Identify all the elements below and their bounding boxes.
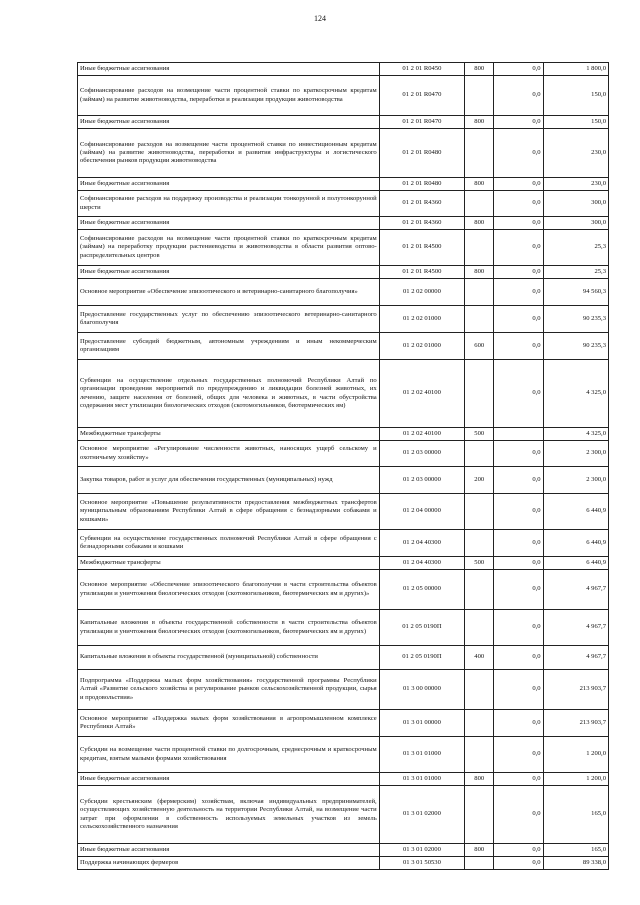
row-expense-type: 800 [465, 844, 494, 857]
row-amount-a: 0,0 [494, 306, 543, 333]
table-row [78, 773, 609, 786]
row-amount-a: 0,0 [494, 737, 543, 773]
row-name: Субвенции на осуществление государственных полномочий Республики Алтай в сфере обращения с безнадзорными собаками и кошками [78, 530, 380, 557]
row-name: Основное мероприятие «Повышение результативности предоставления межбюджетных трансфертов муниципальным образованиям Республики Алтай в сфере обращения с безнадзорными собаками и кошками» [78, 494, 380, 530]
row-amount-a: 0,0 [494, 129, 543, 178]
row-amount-a: 0,0 [494, 441, 543, 467]
row-amount-a: 0,0 [494, 63, 543, 76]
row-amount-b: 6 440,9 [543, 557, 608, 570]
row-amount-b: 25,3 [543, 230, 608, 266]
row-amount-a: 0,0 [494, 467, 543, 494]
row-expense-type: 500 [465, 428, 494, 441]
row-code: 01 2 01 R0480 [379, 129, 464, 178]
row-name: Капитальные вложения в объекты государственной собственности в части строительства объектов утилизации и уничтожения биологических отходов (скотомогильников, биотермических ям и других) [78, 610, 380, 646]
row-name: Иные бюджетные ассигнования [78, 63, 380, 76]
row-code: 01 2 04 40300 [379, 530, 464, 557]
table-row [78, 230, 609, 266]
row-amount-a: 0,0 [494, 773, 543, 786]
row-amount-b: 230,0 [543, 178, 608, 191]
row-code: 01 2 05 0190П [379, 646, 464, 670]
row-name: Предоставление субсидий бюджетным, автономным учреждениям и иным некоммерческим организациям [78, 333, 380, 360]
row-amount-a: 0,0 [494, 570, 543, 610]
row-amount-b: 2 300,0 [543, 467, 608, 494]
row-code: 01 3 01 50530 [379, 857, 464, 870]
row-code: 01 2 01 R4500 [379, 266, 464, 279]
row-amount-b: 4 967,7 [543, 570, 608, 610]
table-row [78, 191, 609, 217]
row-amount-b: 300,0 [543, 191, 608, 217]
row-code: 01 2 01 R0470 [379, 116, 464, 129]
page-number: 124 [314, 14, 326, 23]
row-expense-type: 200 [465, 467, 494, 494]
row-amount-a: 0,0 [494, 116, 543, 129]
row-expense-type [465, 129, 494, 178]
table-row [78, 857, 609, 870]
row-amount-b: 89 338,0 [543, 857, 608, 870]
row-code: 01 3 00 00000 [379, 670, 464, 710]
row-amount-b: 165,0 [543, 844, 608, 857]
row-code: 01 2 01 R4500 [379, 230, 464, 266]
row-expense-type [465, 191, 494, 217]
row-name: Предоставление государственных услуг по обеспечению эпизоотического ветеринарно-санитарного благополучия [78, 306, 380, 333]
row-expense-type: 800 [465, 178, 494, 191]
row-expense-type: 800 [465, 116, 494, 129]
table-row [78, 116, 609, 129]
row-name: Поддержка начинающих фермеров [78, 857, 380, 870]
row-expense-type [465, 230, 494, 266]
row-amount-a: 0,0 [494, 857, 543, 870]
row-code: 01 2 01 R0480 [379, 178, 464, 191]
row-code: 01 2 01 R4360 [379, 217, 464, 230]
budget-table [77, 62, 609, 870]
row-expense-type [465, 570, 494, 610]
row-code: 01 3 01 02000 [379, 786, 464, 844]
row-name: Основное мероприятие «Регулирование численности животных, наносящих ущерб сельскому и охотничьему хозяйству» [78, 441, 380, 467]
row-expense-type [465, 670, 494, 710]
row-name: Капитальные вложения в объекты государственной (муниципальной) собственности [78, 646, 380, 670]
row-name: Иные бюджетные ассигнования [78, 266, 380, 279]
row-expense-type: 800 [465, 266, 494, 279]
row-amount-b: 1 200,0 [543, 737, 608, 773]
row-name: Основное мероприятие «Обеспечение эпизоотического и ветеринарно-санитарного благополучия» [78, 279, 380, 306]
row-name: Межбюджетные трансферты [78, 557, 380, 570]
row-amount-b: 2 300,0 [543, 441, 608, 467]
row-amount-b: 4 967,7 [543, 646, 608, 670]
table-row [78, 786, 609, 844]
row-amount-b: 165,0 [543, 786, 608, 844]
row-amount-a: 0,0 [494, 530, 543, 557]
row-code: 01 2 05 0190П [379, 610, 464, 646]
table-row [78, 63, 609, 76]
row-amount-b: 4 967,7 [543, 610, 608, 646]
row-name: Основное мероприятие «Поддержка малых форм хозяйствования в агропромышленном комплексе Республики Алтай» [78, 710, 380, 737]
row-expense-type [465, 610, 494, 646]
table-row [78, 129, 609, 178]
row-code: 01 2 02 01000 [379, 333, 464, 360]
row-amount-b: 1 200,0 [543, 773, 608, 786]
row-name: Иные бюджетные ассигнования [78, 773, 380, 786]
row-amount-a [494, 428, 543, 441]
row-code: 01 2 01 R0470 [379, 76, 464, 116]
row-code: 01 2 02 01000 [379, 306, 464, 333]
row-code: 01 2 03 00000 [379, 467, 464, 494]
table-row [78, 494, 609, 530]
row-amount-b: 25,3 [543, 266, 608, 279]
row-name: Основное мероприятие «Обеспечение эпизоотического благополучия в части строительства объектов утилизации и уничтожения биологических отходов (скотомогильников, биотермических ям и других)» [78, 570, 380, 610]
table-row [78, 360, 609, 428]
row-name: Межбюджетные трансферты [78, 428, 380, 441]
row-name: Иные бюджетные ассигнования [78, 217, 380, 230]
row-expense-type: 800 [465, 63, 494, 76]
table-row [78, 217, 609, 230]
row-amount-b: 6 440,9 [543, 530, 608, 557]
table-row [78, 530, 609, 557]
row-amount-b: 150,0 [543, 76, 608, 116]
row-code: 01 2 02 40100 [379, 428, 464, 441]
row-code: 01 3 01 00000 [379, 710, 464, 737]
row-name: Софинансирование расходов на поддержку производства и реализации тонкорунной и полутонкорунной шерсти [78, 191, 380, 217]
row-amount-b: 90 235,3 [543, 333, 608, 360]
row-amount-a: 0,0 [494, 710, 543, 737]
row-name: Софинансирование расходов на возмещение части процентной ставки по краткосрочным кредитам (займам) на развитие животноводства, переработки и реализации продукции животноводства [78, 76, 380, 116]
row-name: Подпрограмма «Поддержка малых форм хозяйствования» государственной программы Республики Алтай «Развитие сельского хозяйства и регулирование рынков сельскохозяйственной продукции, сырья и продовольствия» [78, 670, 380, 710]
row-name: Закупка товаров, работ и услуг для обеспечения государственных (муниципальных) нужд [78, 467, 380, 494]
table-row [78, 467, 609, 494]
row-code: 01 2 02 40100 [379, 360, 464, 428]
row-expense-type [465, 786, 494, 844]
row-amount-b: 90 235,3 [543, 306, 608, 333]
table-row [78, 737, 609, 773]
row-amount-a: 0,0 [494, 178, 543, 191]
row-name: Иные бюджетные ассигнования [78, 178, 380, 191]
row-amount-b: 230,0 [543, 129, 608, 178]
row-amount-a: 0,0 [494, 333, 543, 360]
row-name: Софинансирование расходов на возмещение части процентной ставки по инвестиционным кредитам (займам) на развитие животноводства, переработки и развития инфраструктуры и логистического обеспечения рынков продукции животноводства [78, 129, 380, 178]
row-expense-type [465, 857, 494, 870]
row-expense-type [465, 494, 494, 530]
row-amount-b: 1 800,0 [543, 63, 608, 76]
table-row [78, 279, 609, 306]
table-row [78, 646, 609, 670]
budget-table-body [78, 63, 609, 870]
row-name: Софинансирование расходов на возмещение части процентной ставки по краткосрочным кредитам (займам) на переработку продукции растениеводства и животноводства в области развития оптово-распределительных центров [78, 230, 380, 266]
row-code: 01 2 04 40300 [379, 557, 464, 570]
row-amount-a: 0,0 [494, 230, 543, 266]
row-name: Субсидии на возмещение части процентной ставки по долгосрочным, среднесрочным и краткосрочным кредитам, взятым малыми формами хозяйствования [78, 737, 380, 773]
row-expense-type [465, 306, 494, 333]
row-code: 01 2 01 R0450 [379, 63, 464, 76]
table-row [78, 333, 609, 360]
table-row [78, 306, 609, 333]
row-code: 01 2 02 00000 [379, 279, 464, 306]
table-row [78, 76, 609, 116]
row-code: 01 3 01 01000 [379, 773, 464, 786]
row-amount-a: 0,0 [494, 610, 543, 646]
row-amount-a: 0,0 [494, 217, 543, 230]
table-row [78, 441, 609, 467]
row-code: 01 3 01 02000 [379, 844, 464, 857]
row-code: 01 2 01 R4360 [379, 191, 464, 217]
row-amount-b: 300,0 [543, 217, 608, 230]
row-amount-a: 0,0 [494, 670, 543, 710]
row-amount-b: 94 560,3 [543, 279, 608, 306]
row-amount-b: 4 325,0 [543, 428, 608, 441]
row-name: Иные бюджетные ассигнования [78, 116, 380, 129]
table-row [78, 266, 609, 279]
row-expense-type: 500 [465, 557, 494, 570]
row-expense-type: 800 [465, 217, 494, 230]
row-amount-b: 150,0 [543, 116, 608, 129]
row-code: 01 2 05 00000 [379, 570, 464, 610]
table-row [78, 610, 609, 646]
row-amount-b: 213 903,7 [543, 710, 608, 737]
table-row [78, 710, 609, 737]
row-expense-type: 400 [465, 646, 494, 670]
row-name: Иные бюджетные ассигнования [78, 844, 380, 857]
row-expense-type: 600 [465, 333, 494, 360]
row-amount-a: 0,0 [494, 76, 543, 116]
table-row [78, 570, 609, 610]
table-row [78, 428, 609, 441]
row-expense-type [465, 279, 494, 306]
row-expense-type [465, 441, 494, 467]
row-amount-b: 6 440,9 [543, 494, 608, 530]
row-amount-a: 0,0 [494, 360, 543, 428]
row-code: 01 2 04 00000 [379, 494, 464, 530]
row-name: Субвенции на осуществление отдельных государственных полномочий Республики Алтай по организации проведения мероприятий по предупреждению и ликвидации болезней животных, их лечению, защите населения от болезней, общих для человека и животных, в части обустройства содержания мест утилизации биологических отходов (скотомогильников, биотермических ям) [78, 360, 380, 428]
row-amount-a: 0,0 [494, 266, 543, 279]
row-amount-a: 0,0 [494, 191, 543, 217]
row-expense-type [465, 710, 494, 737]
row-amount-a: 0,0 [494, 279, 543, 306]
row-expense-type [465, 360, 494, 428]
row-name: Субсидии крестьянским (фермерским) хозяйствам, включая индивидуальных предпринимателей, осуществляющих хозяйственную деятельность на территории Республики Алтай, на возмещение части затрат при оформлении в собственность используемых земельных участков из земель сельскохозяйственного назначения [78, 786, 380, 844]
row-expense-type [465, 530, 494, 557]
table-row [78, 670, 609, 710]
table-row [78, 557, 609, 570]
row-amount-b: 4 325,0 [543, 360, 608, 428]
row-expense-type [465, 76, 494, 116]
row-code: 01 3 01 01000 [379, 737, 464, 773]
row-expense-type: 800 [465, 773, 494, 786]
row-amount-a: 0,0 [494, 844, 543, 857]
row-amount-b: 213 903,7 [543, 670, 608, 710]
row-amount-a: 0,0 [494, 494, 543, 530]
table-row [78, 844, 609, 857]
row-amount-a: 0,0 [494, 646, 543, 670]
row-expense-type [465, 737, 494, 773]
row-code: 01 2 03 00000 [379, 441, 464, 467]
row-amount-a: 0,0 [494, 786, 543, 844]
table-row [78, 178, 609, 191]
row-amount-a: 0,0 [494, 557, 543, 570]
